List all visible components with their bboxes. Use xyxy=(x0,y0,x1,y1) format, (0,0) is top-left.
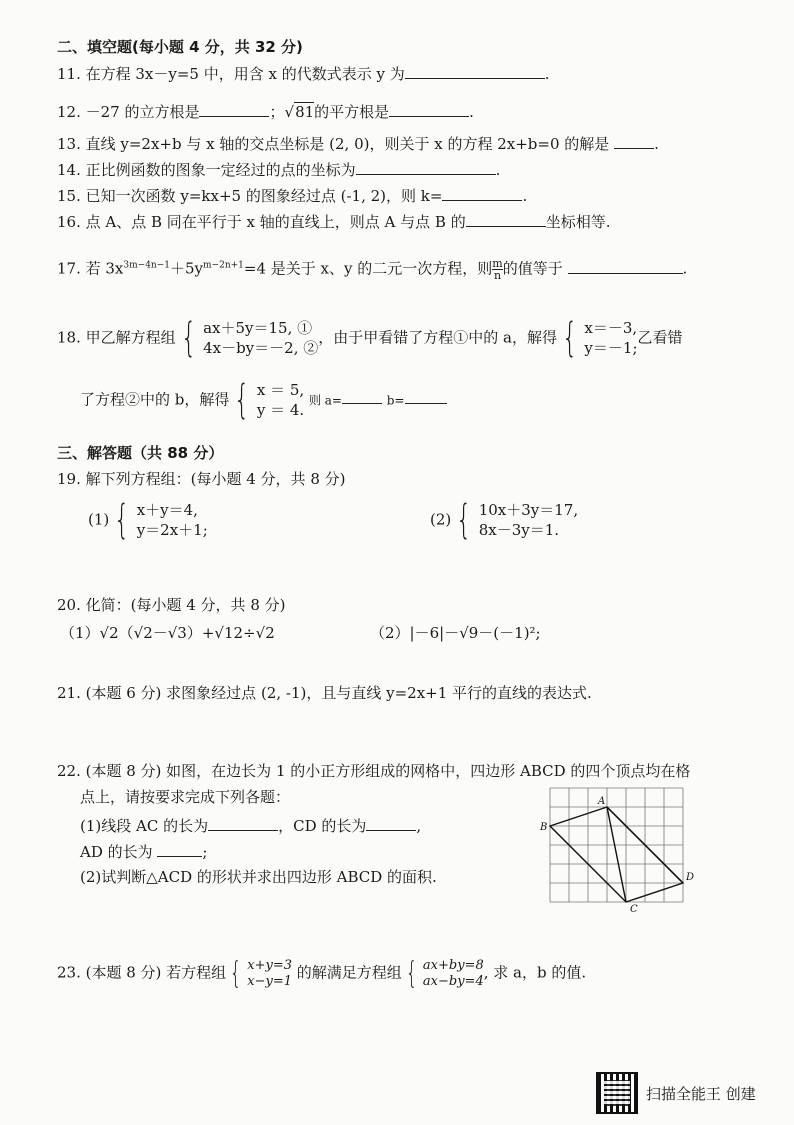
q18-a-blank[interactable] xyxy=(342,389,382,404)
question-12: 12. －27 的立方根是 ；√81的平方根是 . xyxy=(57,103,474,121)
q12-answer-blank-1[interactable] xyxy=(199,102,269,117)
section-title-solve: 三、解答题（共 88 分） xyxy=(57,444,224,462)
section-title-fill-blank: 二、填空题(每小题 4 分，共 32 分) xyxy=(57,38,303,56)
system-given: { x+y=3 x−y=1 xyxy=(230,955,293,991)
q11-answer-blank[interactable] xyxy=(405,64,545,79)
grid-figure xyxy=(536,784,706,914)
question-17: 17. 若 $3x^{3m-4n-1}+5y^{m-2n+1}=4$ 是关于 x、y 的二元一次方程，则 $\frac{m}{n}$ 的值等于 . xyxy=(57,257,688,282)
question-19-part1: (1) { x＋y＝4, y＝2x＋1; xyxy=(88,497,208,544)
system-target: { ax+by=8 ax−by=4 xyxy=(405,955,484,991)
q22-ad-blank[interactable] xyxy=(157,842,202,857)
solution-system-a: { x＝－3, y＝－1; xyxy=(562,315,638,362)
qr-code-icon xyxy=(596,1072,638,1114)
q15-answer-blank[interactable] xyxy=(442,186,522,201)
question-20-part2: （2）|－6|－√9－(－1)²; xyxy=(370,624,541,642)
label-c: C xyxy=(630,904,638,914)
q17-answer-blank[interactable] xyxy=(568,259,683,274)
q12-answer-blank-2[interactable] xyxy=(389,102,469,117)
question-21: 21. (本题 6 分) 求图象经过点 (2, -1)，且与直线 y=2x+1 平行的直线的表达式. xyxy=(57,684,592,702)
question-15: 15. 已知一次函数 y=kx+5 的图象经过点 (-1, 2)，则 k= . xyxy=(57,187,528,205)
question-22-part1: (1)线段 AC 的长为 ，CD 的长为 , xyxy=(80,817,422,835)
question-22-line2: 点上，请按要求完成下列各题： xyxy=(80,788,291,806)
question-22-part2: (2)试判断△ACD 的形状并求出四边形 ABCD 的面积. xyxy=(80,868,437,886)
q22-ac-blank[interactable] xyxy=(208,816,278,831)
scanner-watermark xyxy=(596,1072,756,1114)
question-14: 14. 正比例函数的图象一定经过的点的坐标为 . xyxy=(57,161,501,179)
q18-b-blank[interactable] xyxy=(405,389,447,404)
question-18-cont: 了方程②中的 b，解得 { x ＝ 5, y ＝ 4. 则 a= b= xyxy=(80,380,447,421)
question-22-part1b: AD 的长为 ; xyxy=(80,843,208,861)
question-13: 13. 直线 y=2x+b 与 x 轴的交点坐标是 (2, 0)，则关于 x 的方程 2x+b=0 的解是 . xyxy=(57,135,659,153)
equation-system: { ax＋5y＝15, ① 4x－by＝－2, ② xyxy=(180,315,319,362)
question-23: 23. (本题 8 分) 若方程组 { x+y=3 x−y=1 的解满足方程组 { ax+by=8 ax−by=4 , 求 a，b 的值. xyxy=(57,955,587,991)
question-19-part2: (2) { 10x＋3y＝17, 8x－3y＝1. xyxy=(430,497,579,544)
q13-answer-blank[interactable] xyxy=(614,134,654,149)
question-20-title: 20. 化简：(每小题 4 分，共 8 分) xyxy=(57,596,286,614)
question-18: 18. 甲乙解方程组 { ax＋5y＝15, ① 4x－by＝－2, ② ，由于甲看错了方程①中的 a，解得 { x＝－3, y＝－1; 乙看错 xyxy=(57,315,683,362)
question-19-title: 19. 解下列方程组：(每小题 4 分，共 8 分) xyxy=(57,470,346,488)
q16-answer-blank[interactable] xyxy=(466,212,546,227)
label-d: D xyxy=(686,872,695,883)
question-16: 16. 点 A、点 B 同在平行于 x 轴的直线上，则点 A 与点 B 的 坐标相等. xyxy=(57,213,611,231)
solution-system-b: { x ＝ 5, y ＝ 4. xyxy=(234,377,305,424)
sqrt-symbol: √ xyxy=(284,103,295,121)
label-b: B xyxy=(540,822,548,833)
segment-ac xyxy=(607,807,626,902)
q14-answer-blank[interactable] xyxy=(356,160,496,175)
q11-text: 11. 在方程 3x－y=5 中，用含 x 的代数式表示 y 为 xyxy=(57,65,405,83)
question-11: 11. 在方程 3x－y=5 中，用含 x 的代数式表示 y 为 . xyxy=(57,65,550,83)
question-20-part1: （1）√2（√2－√3）+√12÷√2 xyxy=(60,624,275,642)
q22-cd-blank[interactable] xyxy=(366,816,416,831)
question-22-line1: 22. (本题 8 分) 如图，在边长为 1 的小正方形组成的网格中，四边形 ABCD 的四个顶点均在格 xyxy=(57,762,691,780)
fraction-m-over-n: $\frac{m}{n}$ xyxy=(492,257,503,282)
label-a: A xyxy=(598,796,606,807)
watermark-text: 扫描全能王 创建 xyxy=(646,1084,756,1103)
